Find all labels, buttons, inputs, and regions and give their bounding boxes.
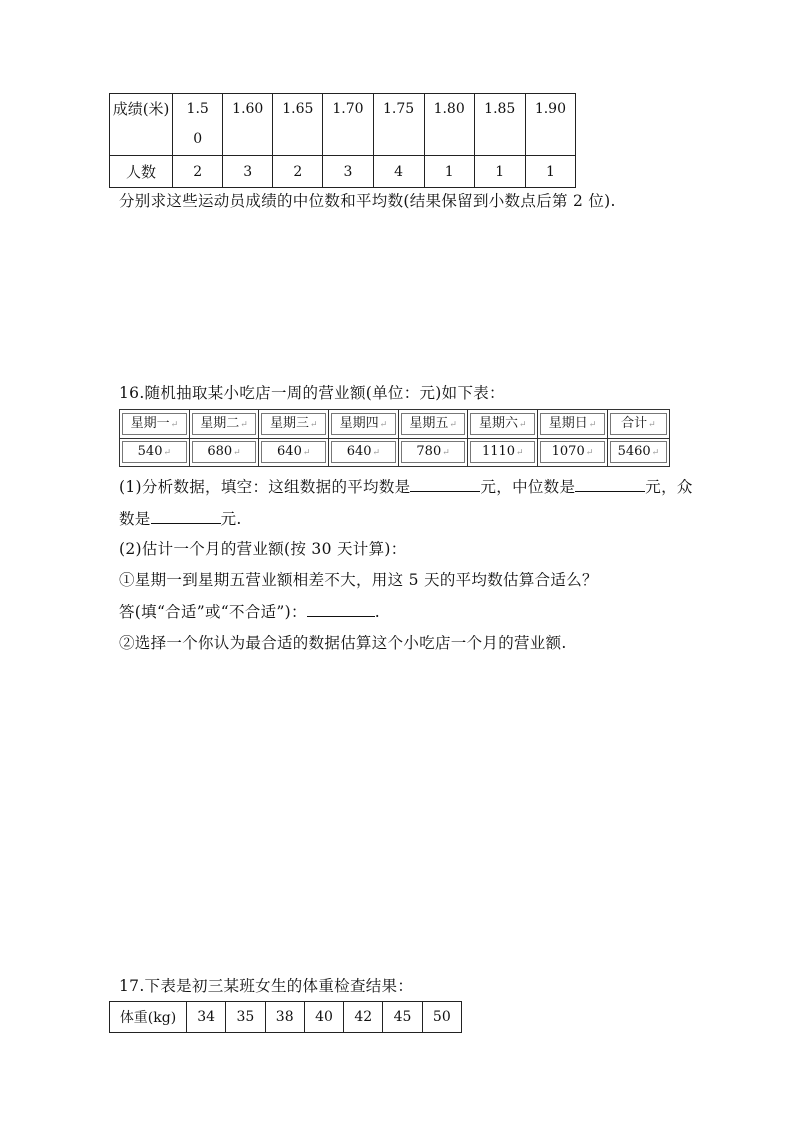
question-16-sub-1: ①星期一到星期五营业额相差不大，用这 5 天的平均数估算合适么？ <box>119 571 598 589</box>
amount-cell: 780↵ <box>398 438 468 467</box>
mode-blank <box>151 507 221 524</box>
amounts-row <box>120 438 670 467</box>
median-blank <box>575 475 645 492</box>
scores-table <box>109 93 576 188</box>
amount-cell: 1110↵ <box>468 438 538 467</box>
weight-cell: 40 <box>304 1002 343 1033</box>
count-cell: 4 <box>373 156 424 188</box>
total-header-cell: 合计↵ <box>607 410 669 439</box>
weight-cell: 34 <box>187 1002 226 1033</box>
score-cell: 1.75 <box>373 94 424 156</box>
amount-cell: 640↵ <box>259 438 329 467</box>
day-cell: 星期二↵ <box>189 410 259 439</box>
weights-header-cell: 体重(kg) <box>110 1002 187 1033</box>
count-cell: 2 <box>273 156 323 188</box>
count-cell: 1 <box>474 156 525 188</box>
score-cell-line2: 0 <box>193 131 203 147</box>
score-cell: 1.60 <box>223 94 273 156</box>
weight-cell: 45 <box>383 1002 422 1033</box>
counts-header-cell: 人数 <box>110 156 173 188</box>
day-cell: 星期三↵ <box>259 410 329 439</box>
question-16-part-1: (1)分析数据，填空：这组数据的平均数是 元，中位数是 元，众 <box>119 475 693 497</box>
weights-table <box>109 1001 462 1033</box>
day-cell: 星期五↵ <box>398 410 468 439</box>
count-cell: 2 <box>173 156 223 188</box>
weight-cell: 35 <box>226 1002 265 1033</box>
sales-table <box>119 409 670 467</box>
total-amount-cell: 5460↵ <box>607 438 669 467</box>
amount-cell: 640↵ <box>329 438 399 467</box>
question-17-title: 17.下表是初三某班女生的体重检查结果： <box>119 977 414 995</box>
day-cell: 星期四↵ <box>329 410 399 439</box>
day-cell: 星期日↵ <box>538 410 608 439</box>
score-cell <box>173 94 223 156</box>
score-cell: 1.80 <box>424 94 474 156</box>
weight-cell: 38 <box>265 1002 304 1033</box>
amount-cell: 1070↵ <box>538 438 608 467</box>
scores-header-cell: 成绩(米) <box>110 94 173 156</box>
count-cell: 1 <box>424 156 474 188</box>
question-16-answer: 答(填“合适”或“不合适”)： . <box>119 600 380 622</box>
question-16-part-2: (2)估计一个月的营业额(按 30 天计算)： <box>119 540 407 558</box>
count-cell: 3 <box>323 156 373 188</box>
counts-row <box>110 156 576 188</box>
weight-cell: 50 <box>422 1002 461 1033</box>
weight-cell: 42 <box>344 1002 383 1033</box>
amount-cell: 540↵ <box>120 438 190 467</box>
scores-row <box>110 94 576 156</box>
question-16-sub-2: ②选择一个你认为最合适的数据估算这个小吃店一个月的营业额. <box>119 634 567 652</box>
score-cell: 1.70 <box>323 94 373 156</box>
count-cell: 1 <box>525 156 575 188</box>
score-cell: 1.90 <box>525 94 575 156</box>
day-cell: 星期六↵ <box>468 410 538 439</box>
days-row <box>120 410 670 439</box>
question-16-part-1-cont: 数是 元. <box>119 507 242 529</box>
question-16-title: 16.随机抽取某小吃店一周的营业额(单位：元)如下表： <box>119 384 505 402</box>
answer-blank <box>307 600 375 617</box>
weights-row <box>110 1002 462 1033</box>
score-cell-line1: 1.5 <box>186 101 209 117</box>
amount-cell: 680↵ <box>189 438 259 467</box>
day-cell: 星期一↵ <box>120 410 190 439</box>
question-15-text: 分别求这些运动员成绩的中位数和平均数(结果保留到小数点后第 2 位). <box>119 192 616 210</box>
score-cell: 1.85 <box>474 94 525 156</box>
score-cell: 1.65 <box>273 94 323 156</box>
count-cell: 3 <box>223 156 273 188</box>
mean-blank <box>410 475 480 492</box>
